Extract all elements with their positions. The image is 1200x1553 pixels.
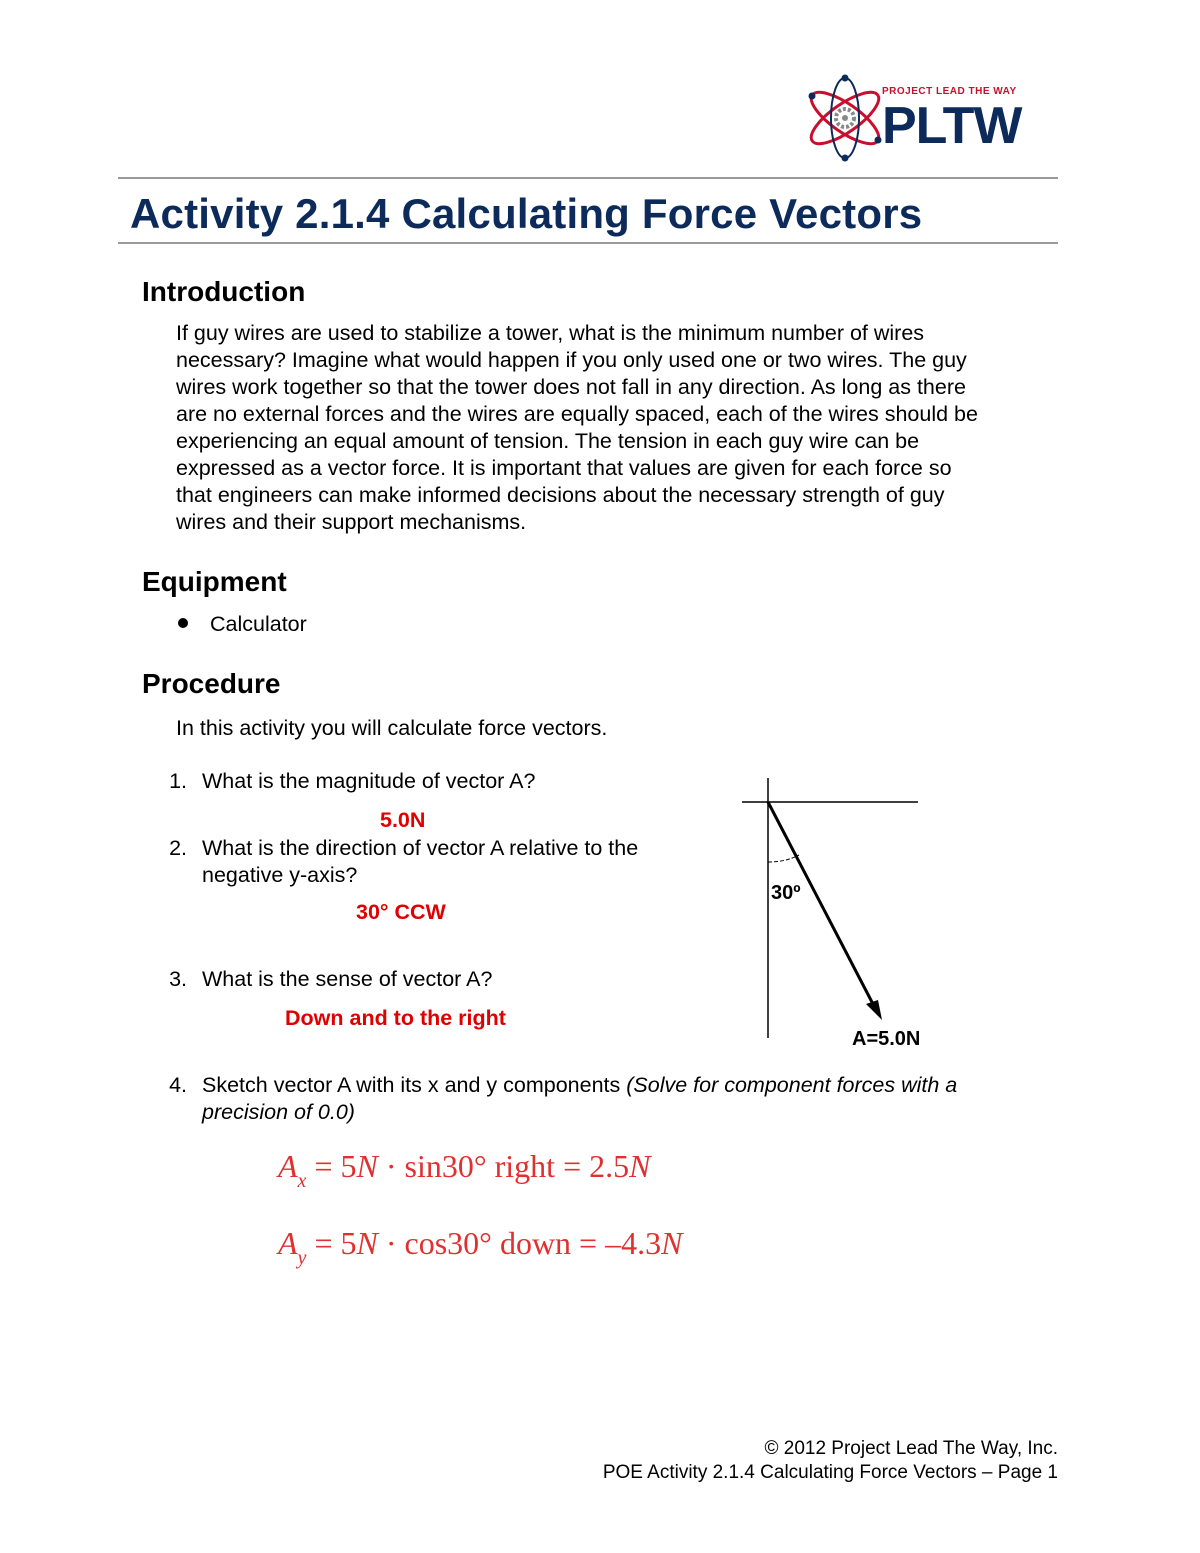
eq-ay-result-unit: N	[661, 1225, 683, 1261]
question-2-line-2: negative y-axis?	[202, 863, 358, 887]
title-bottom-rule	[118, 242, 1058, 244]
eq-ax-result-unit: N	[629, 1148, 651, 1184]
page-title: Activity 2.1.4 Calculating Force Vectors	[130, 190, 923, 237]
bullet-icon	[178, 618, 188, 628]
question-2-number: 2.	[169, 836, 187, 860]
atom-gear-icon	[800, 68, 890, 163]
introduction-heading: Introduction	[142, 276, 306, 307]
eq-ax-func: sin	[404, 1148, 442, 1184]
question-3-number: 3.	[169, 967, 187, 991]
question-2-line-1: What is the direction of vector A relative to the	[202, 836, 639, 860]
question-4-line-1	[202, 1072, 957, 1099]
eq-ax-var: A	[278, 1148, 298, 1184]
equation-ax: $A_x = 5N \cdot \sin 30^\circ$ right = 2.5N	[278, 1148, 651, 1192]
eq-ay-unit: N	[356, 1225, 378, 1261]
logo-name: PLTW	[882, 97, 1022, 155]
answer-1: 5.0N	[380, 808, 426, 832]
pltw-logo	[800, 68, 1060, 163]
footer-copyright: © 2012 Project Lead The Way, Inc.	[764, 1438, 1058, 1459]
angle-label: 30º	[771, 882, 801, 904]
logo-tagline: PROJECT LEAD THE WAY	[882, 86, 1017, 97]
eq-ax-angle: 30°	[441, 1148, 487, 1184]
question-4-number: 4.	[169, 1073, 187, 1097]
question-4-italic: (Solve for component forces with a	[626, 1073, 958, 1097]
vector-a-diagram	[730, 770, 960, 1060]
title-top-rule	[118, 177, 1058, 179]
eq-ax-result: 2.5	[589, 1148, 630, 1184]
angle-arc	[768, 855, 799, 862]
question-1-number: 1.	[169, 769, 187, 793]
equation-ay: $A_y = 5N \cdot \cos 30^\circ$ down = –4.3N	[278, 1225, 683, 1269]
procedure-heading: Procedure	[142, 668, 281, 699]
intro-line: wires and their support mechanisms.	[176, 510, 527, 534]
eq-ax-dir: right	[494, 1148, 556, 1184]
intro-line: expressed as a vector force. It is important that values are given for each force so	[176, 456, 952, 480]
eq-ay-result: –4.3	[605, 1225, 662, 1261]
question-4-line-2: precision of 0.0)	[202, 1100, 355, 1124]
eq-ay-dir: down	[499, 1225, 572, 1261]
eq-ax-sub: x	[297, 1170, 307, 1192]
equipment-item-label: Calculator	[210, 612, 307, 636]
eq-ax-mag: 5	[340, 1148, 357, 1184]
question-1-text: What is the magnitude of vector A?	[202, 769, 536, 793]
introduction-paragraph	[176, 320, 1076, 536]
eq-ay-var: A	[278, 1225, 298, 1261]
eq-ay-angle: 30°	[447, 1225, 492, 1261]
intro-line: necessary? Imagine what would happen if you only used one or two wires. The guy	[176, 348, 967, 372]
vector-a-arrowhead-icon	[866, 1000, 882, 1020]
eq-ay-func: cos	[404, 1225, 448, 1261]
intro-line: that engineers can make informed decisions about the necessary strength of guy	[176, 483, 945, 507]
intro-line: are no external forces and the wires are equally spaced, each of the wires should be	[176, 402, 978, 426]
footer-page-number: POE Activity 2.1.4 Calculating Force Vectors – Page 1	[602, 1462, 1058, 1483]
equipment-heading: Equipment	[142, 566, 287, 597]
equipment-list-item	[178, 612, 307, 637]
eq-ay-sub: y	[297, 1247, 307, 1269]
answer-2: 30° CCW	[356, 900, 446, 924]
intro-line: experiencing an equal amount of tension. The tension in each guy wire can be	[176, 429, 920, 453]
vector-label: A=5.0N	[852, 1028, 921, 1050]
intro-line: wires work together so that the tower does not fall in any direction. As long as there	[176, 375, 966, 399]
question-3-text: What is the sense of vector A?	[202, 967, 493, 991]
eq-ax-unit: N	[356, 1148, 378, 1184]
intro-line: If guy wires are used to stabilize a tower, what is the minimum number of wires	[176, 321, 925, 345]
procedure-intro: In this activity you will calculate force vectors.	[176, 716, 608, 740]
question-4-plain: Sketch vector A with its x and y components	[202, 1073, 627, 1097]
answer-3: Down and to the right	[285, 1006, 506, 1030]
eq-ay-mag: 5	[340, 1225, 357, 1261]
